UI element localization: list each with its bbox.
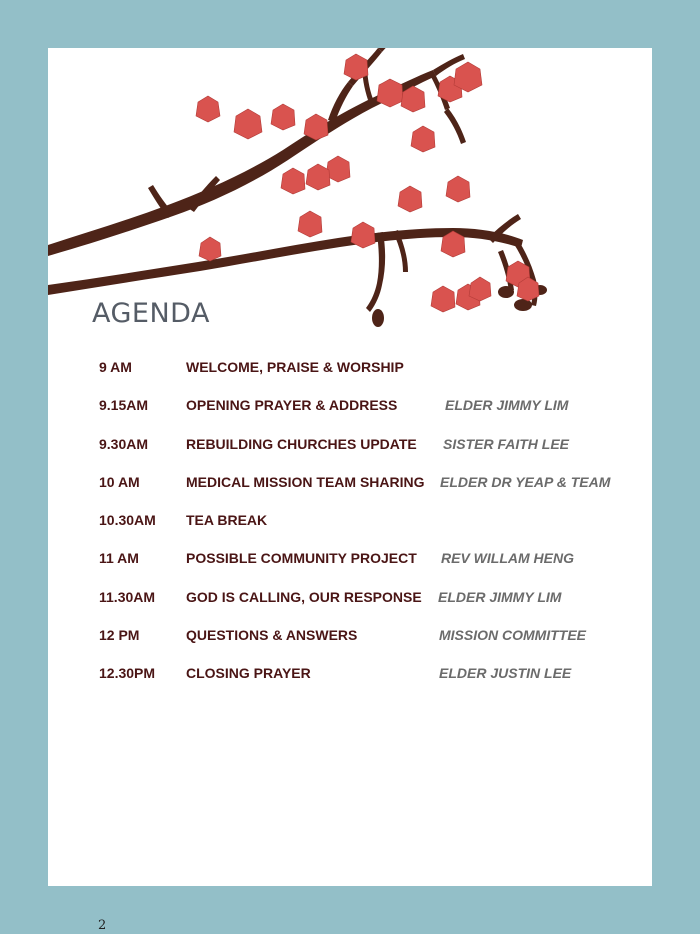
agenda-list: [99, 359, 639, 704]
agenda-item: WELCOME, PRAISE & WORSHIP: [186, 359, 404, 375]
agenda-time: 11 AM: [99, 550, 139, 567]
agenda-time: 9 AM: [99, 359, 132, 375]
page-title: AGENDA: [92, 298, 210, 329]
agenda-row: [99, 359, 639, 397]
agenda-item: QUESTIONS & ANSWERS: [186, 627, 358, 644]
agenda-item: GOD IS CALLING, OUR RESPONSE: [186, 588, 422, 605]
agenda-row: [99, 589, 639, 627]
agenda-item: OPENING PRAYER & ADDRESS: [186, 397, 398, 414]
agenda-row: [99, 665, 639, 703]
agenda-speaker: ELDER JIMMY LIM: [445, 397, 569, 414]
page-number: 2: [98, 918, 107, 933]
agenda-speaker: REV WILLAM HENG: [441, 550, 574, 567]
agenda-row: [99, 627, 639, 665]
agenda-time: 9.30AM: [99, 435, 149, 452]
agenda-speaker: MISSION COMMITTEE: [439, 627, 586, 644]
agenda-speaker: ELDER JIMMY LIM: [438, 588, 562, 605]
agenda-time: 12 PM: [99, 627, 140, 644]
agenda-speaker: ELDER DR YEAP & TEAM: [440, 473, 611, 490]
agenda-row: [99, 474, 639, 512]
agenda-row: [99, 436, 639, 474]
agenda-row: [99, 550, 639, 588]
agenda-row: [99, 512, 639, 550]
agenda-speaker: SISTER FAITH LEE: [443, 435, 570, 452]
agenda-item: MEDICAL MISSION TEAM SHARING: [186, 473, 425, 490]
agenda-time: 9.15AM: [99, 397, 149, 414]
agenda-time: 10.30AM: [99, 512, 156, 529]
agenda-time: 12.30PM: [99, 665, 156, 682]
agenda-time: 10 AM: [99, 473, 140, 490]
agenda-time: 11.30AM: [99, 588, 156, 605]
agenda-item: TEA BREAK: [186, 512, 268, 529]
agenda-item: CLOSING PRAYER: [186, 665, 311, 682]
agenda-item: POSSIBLE COMMUNITY PROJECT: [186, 550, 417, 567]
agenda-speaker: ELDER JUSTIN LEE: [439, 665, 572, 682]
agenda-item: REBUILDING CHURCHES UPDATE: [186, 435, 417, 452]
agenda-page: [48, 48, 652, 886]
agenda-row: [99, 397, 639, 435]
